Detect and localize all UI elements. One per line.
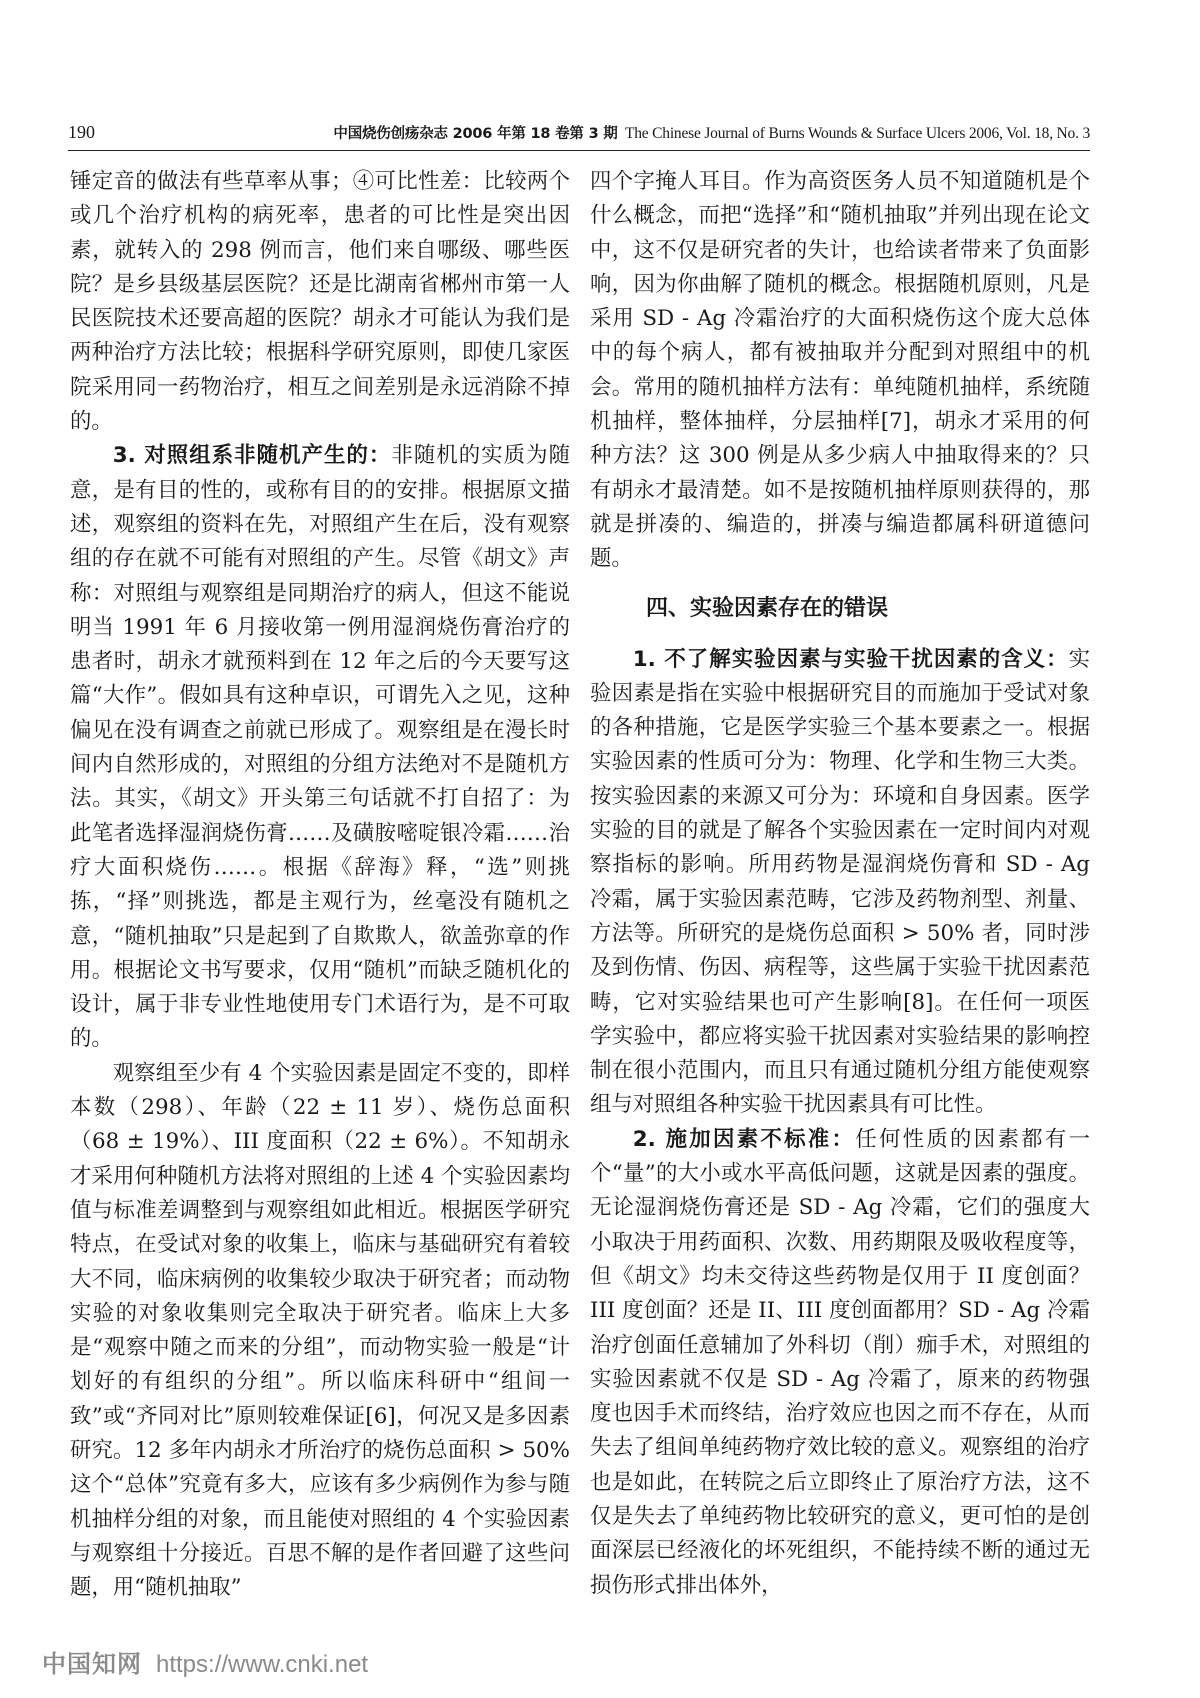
paragraph-body: 任何性质的因素都有一个“量”的大小或水平高低问题，这就是因素的强度。无论湿润烧伤膏还是 SD - Ag 冷霜，它们的强度大小取决于用药面积、次数、用药期限及吸收程度等，但《胡文》均未交待这些药物是仅用于 II 度创面？III 度创面？还是 II、III 度创面都用？SD - Ag 冷霜治疗创面任意辅加了外科切（削）痂手术，对照组的实验因素就不仅是 SD - Ag 冷霜了，原来的药物强度也因手术而终结，治疗效应也因之而不存在，从而失去了组间单纯药物疗效比较的意义。观察组的治疗也是如此，在转院之后立即终止了原治疗方法，这不仅是失去了单纯药物比较研究的意义，更可怕的是创面深层已经液化的坏死组织，不能持续不断的通过无损伤形式排出体外， xyxy=(590,1126,1090,1598)
paragraph-body: 实验因素是指在实验中根据研究目的而施加于受试对象的各种措施，它是医学实验三个基本要素之一。根据实验因素的性质可分为：物理、化学和生物三大类。按实验因素的来源又可分为：环境和自身因素。医学实验的目的就是了解各个实验因素在一定时间内对观察指标的影响。所用药物是湿润烧伤膏和 SD - Ag 冷霜，属于实验因素范畴，它涉及药物剂型、剂量、方法等。所研究的是烧伤总面积 > 50% 者，同时涉及到伤情、伤因、病程等，这些属于实验干扰因素范畴，它对实验结果也可产生影响[8]。在任何一项医学实验中，都应将实验干扰因素对实验结果的影响控制在很小范围内，而且只有通过随机分组方能使观察组与对照组各种实验干扰因素具有可比性。 xyxy=(590,646,1090,1118)
header-rule xyxy=(68,150,1090,151)
paragraph: 观察组至少有 4 个实验因素是固定不变的，即样本数（298）、年龄（22 ± 11 岁）、烧伤总面积（68 ± 19%）、III 度面积（22 ± 6%）。不知胡永才采用何种随机方法将对照组的上述 4 个实验因素均值与标准差调整到与观察组如此相近。根据医学研究特点，在受试对象的收集上，临床与基础研究有着较大不同，临床病例的收集较少取决于研究者；而动物实验的对象收集则完全取决于研究者。临床上大多是“观察中随之而来的分组”，而动物实验一般是“计划好的有组织的分组”。所以临床科研中“组间一致”或“齐同对比”原则较难保证[6]，何况又是多因素研究。12 多年内胡永才所治疗的烧伤总面积 > 50% 这个“总体”究竟有多大，应该有多少病例作为参与随机抽样分组的对象，而且能使对照组的 4 个实验因素与观察组十分接近。百思不解的是作者回避了这些问题，用“随机抽取” xyxy=(70,1060,570,1601)
right-column xyxy=(590,165,1090,1603)
section-heading: 四、实验因素存在的错误 xyxy=(646,595,889,621)
cnki-url[interactable]: https://www.cnki.net xyxy=(156,1651,369,1678)
subheading: 1. 不了解实验因素与实验干扰因素的含义： xyxy=(632,646,1069,672)
subheading: 3. 对照组系非随机产生的： xyxy=(112,443,392,469)
watermark-footer xyxy=(42,1644,368,1684)
paragraph: 锤定音的做法有些草率从事；④可比性差：比较两个或几个治疗机构的病死率，患者的可比性是突出因素，就转入的 298 例而言，他们来自哪级、哪些医院？是乡县级基层医院？还是比湖南省郴州市第一人民医院技术还要高超的医院？胡永才可能认为我们是两种治疗方法比较；根据科学研究原则，即使几家医院采用同一药物治疗，相互之间差别是永远消除不掉的。 xyxy=(70,169,570,435)
paragraph xyxy=(590,1123,1090,1603)
paragraph-body: 非随机的实质为随意，是有目的性的，或称有目的的安排。根据原文描述，观察组的资料在先，对照组产生在后，没有观察组的存在就不可能有对照组的产生。尽管《胡文》声称：对照组与观察组是同期治疗的病人，但这不能说明当 1991 年 6 月接收第一例用湿润烧伤膏治疗的患者时，胡永才就预料到在 12 年之后的今天要写这篇“大作”。假如具有这种卓识，可谓先入之见，这种偏见在没有调查之前就已形成了。观察组是在漫长时间内自然形成的，对照组的分组方法绝对不是随机方法。其实，《胡文》开头第三句话就不打自招了：为此笔者选择湿润烧伤膏……及磺胺嘧啶银冷霜……治疗大面积烧伤……。根据《辞海》释，“选”则挑拣，“择”则挑选，都是主观行为，丝毫没有随机之意，“随机抽取”只是起到了自欺欺人，欲盖弥章的作用。根据论文书写要求，仅用“随机”而缺乏随机化的设计，属于非专业性地使用专门术语行为，是不可取的。 xyxy=(70,443,570,1052)
paragraph: 四个字掩人耳目。作为高资医务人员不知道随机是个什么概念，而把“选择”和“随机抽取”并列出现在论文中，这不仅是研究者的失计，也给读者带来了负面影响，因为你曲解了随机的概念。根据随机原则，凡是采用 SD - Ag 冷霜治疗的大面积烧伤这个庞大总体中的每个病人，都有被抽取并分配到对照组中的机会。常用的随机抽样方法有：单纯随机抽样，系统随机抽样，整体抽样，分层抽样[7]，胡永才采用的何种方法？这 300 例是从多少病人中抽取得来的？只有胡永才最清楚。如不是按随机抽样原则获得的，那就是拼凑的、编造的，拼凑与编造都属科研道德问题。 xyxy=(590,169,1090,572)
journal-citation xyxy=(333,122,1090,143)
page-number: 190 xyxy=(68,122,95,142)
paragraph xyxy=(590,643,1090,1123)
paragraph xyxy=(70,439,570,1056)
running-header xyxy=(68,118,1090,150)
journal-title-en: The Chinese Journal of Burns Wounds & Surface Ulcers 2006, Vol. 18, No. 3 xyxy=(624,125,1090,142)
journal-title-cn: 中国烧伤创疡杂志 2006 年第 18 卷第 3 期 xyxy=(333,126,618,142)
subheading: 2. 施加因素不标准： xyxy=(632,1126,856,1152)
left-column xyxy=(70,165,570,1605)
cnki-logo: 中国知网 xyxy=(42,1650,142,1678)
